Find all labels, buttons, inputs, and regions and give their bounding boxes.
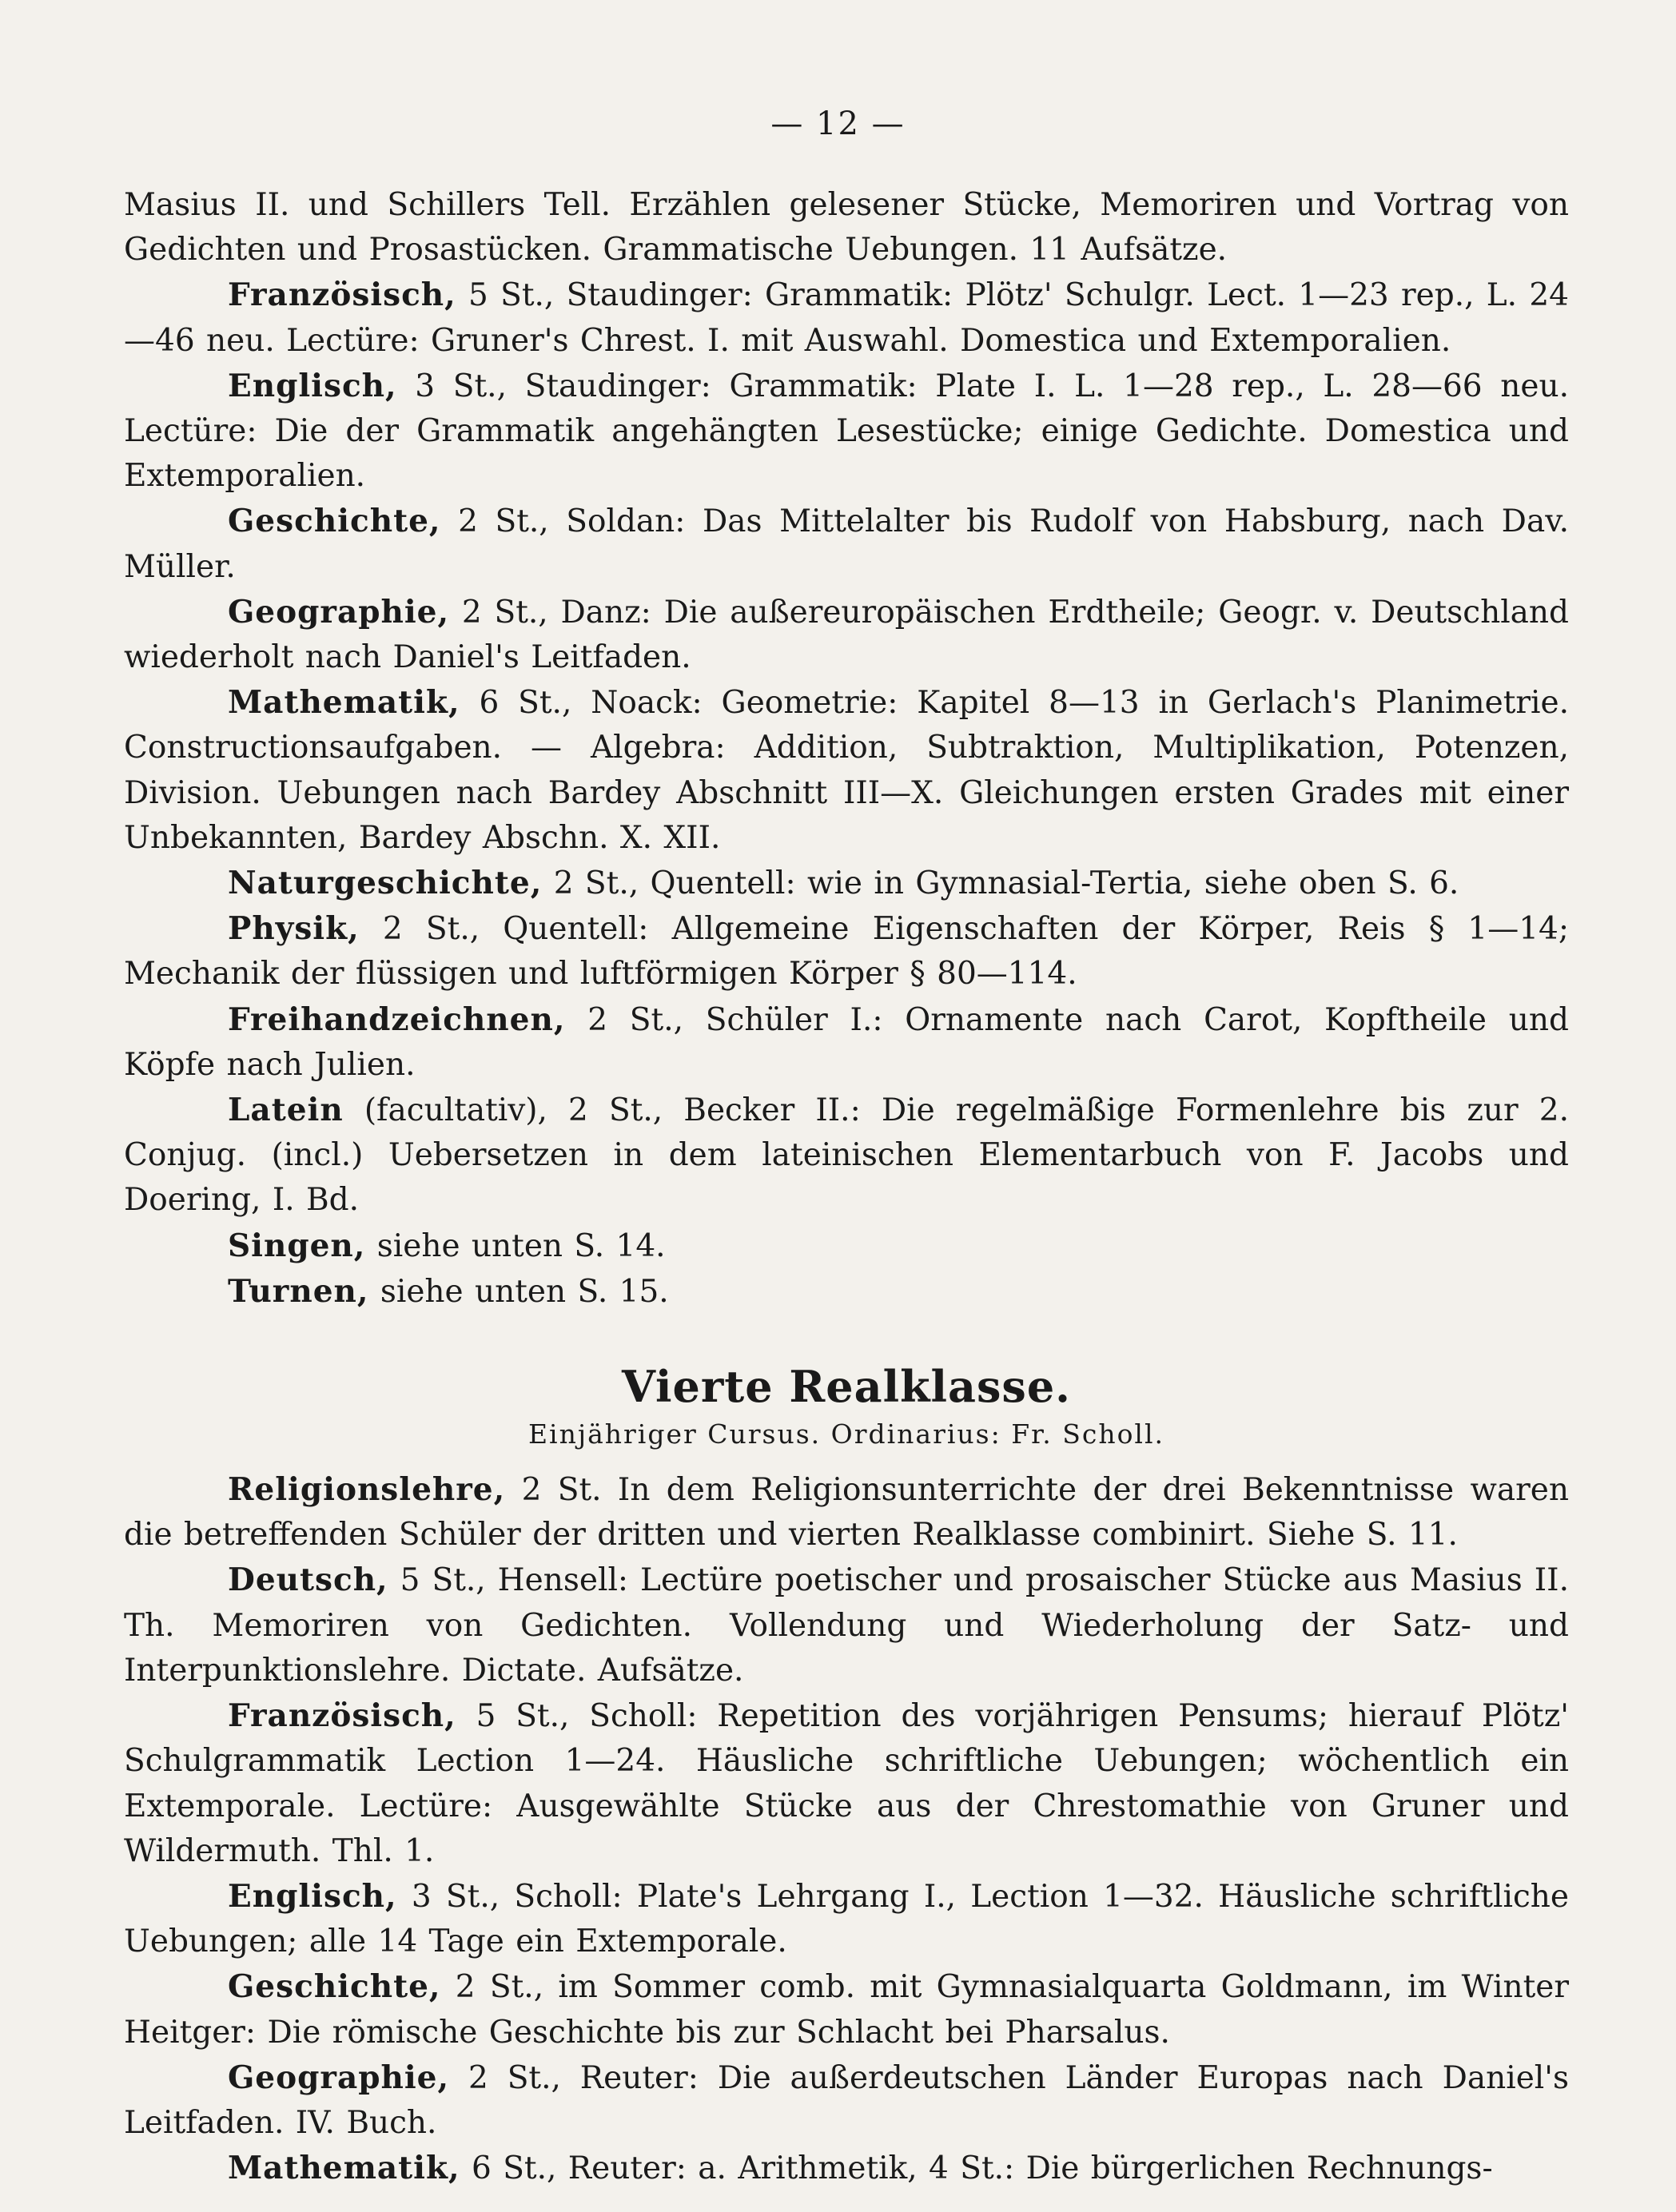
subject-heading: Mathematik, bbox=[228, 2150, 460, 2187]
paragraph bbox=[124, 2146, 1569, 2191]
subject-heading: Englisch, bbox=[228, 1877, 397, 1915]
subject-heading: Geographie, bbox=[228, 593, 450, 631]
paragraph bbox=[124, 1874, 1569, 1964]
subject-heading: Singen, bbox=[228, 1227, 366, 1264]
paragraph bbox=[124, 1693, 1569, 1874]
paragraph-text: 2 St., Quentell: wie in Gymnasial-Tertia, siehe oben S. 6. bbox=[553, 865, 1459, 902]
upper-section bbox=[124, 182, 1569, 1315]
subject-heading: Geschichte, bbox=[228, 1968, 441, 2006]
subject-heading: Mathematik, bbox=[228, 684, 460, 722]
paragraph-text: 5 St., Hensell: Lectüre poetischer und prosaischer Stücke aus Masius II. Th. Memoriren von Gedichten. Vollendung und Wiederholung der Satz- und Interpunktionslehre. Dictate. Aufsätze. bbox=[124, 1562, 1569, 1689]
paragraph-text: 2 St., im Sommer comb. mit Gymnasialquarta Goldmann, im Winter Heitger: Die römische Geschichte bis zur Schlacht bei Pharsalus. bbox=[124, 1969, 1569, 2051]
paragraph bbox=[124, 182, 1569, 273]
paragraph-text: 2 St., Quentell: Allgemeine Eigenschaften der Körper, Reis § 1—14; Mechanik der flüssigen und luftförmigen Körper § 80—114. bbox=[124, 911, 1569, 993]
paragraph bbox=[124, 906, 1569, 997]
subject-heading: Geschichte, bbox=[228, 503, 441, 540]
paragraph-text: 2 St., Danz: Die außereuropäischen Erdtheile; Geogr. v. Deutschland wiederholt nach Daniel's Leitfaden. bbox=[124, 594, 1569, 676]
paragraph-text: siehe unten S. 15. bbox=[380, 1273, 669, 1310]
paragraph-text: siehe unten S. 14. bbox=[376, 1227, 666, 1264]
subject-heading: Deutsch, bbox=[228, 1562, 388, 1599]
paragraph bbox=[124, 1558, 1569, 1693]
paragraph-text: 6 St., Noack: Geometrie: Kapitel 8—13 in Gerlach's Planimetrie. Constructionsaufgaben. — Algebra: Addition, Subtraktion, Multiplikation, Potenzen, Division. Uebungen nach Bardey Abschnitt III—X. Gleichungen ersten Grades mit einer Unbekannten, Bardey Abschn. X. XII. bbox=[124, 685, 1569, 856]
subject-heading: Physik, bbox=[228, 910, 360, 948]
paragraph-text: Masius II. und Schillers Tell. Erzählen gelesener Stücke, Memoriren und Vortrag von Gedichten und Prosastücken. Grammatische Uebungen. 11 Aufsätze. bbox=[124, 187, 1569, 269]
paragraph bbox=[124, 273, 1569, 363]
paragraph bbox=[124, 861, 1569, 906]
paragraph-text: 3 St., Staudinger: Grammatik: Plate I. L. 1—28 rep., L. 28—66 neu. Lectüre: Die der Grammatik angehängten Lesestücke; einige Gedichte. Domestica und Extemporalien. bbox=[124, 368, 1569, 495]
subject-heading: Turnen, bbox=[228, 1272, 369, 1310]
section-subtitle: Einjähriger Cursus. Ordinarius: Fr. Scholl. bbox=[527, 1418, 1165, 1450]
paragraph bbox=[124, 499, 1569, 589]
paragraph bbox=[124, 1223, 1569, 1269]
subject-heading: Französisch, bbox=[228, 1697, 456, 1735]
subject-heading: Französisch, bbox=[228, 276, 456, 314]
paragraph bbox=[124, 1269, 1569, 1315]
paragraph-text: (facultativ), 2 St., Becker II.: Die regelmäßige Formenlehre bis zur 2. Conjug. (incl.) Uebersetzen in dem lateinischen Elementarbuch von F. Jacobs und Doering, I. Bd. bbox=[124, 1092, 1569, 1219]
paragraph bbox=[124, 680, 1569, 861]
subject-heading: Latein bbox=[228, 1092, 344, 1129]
lower-section bbox=[124, 1467, 1569, 2191]
page-body bbox=[124, 182, 1569, 2191]
subject-heading: Geographie, bbox=[228, 2059, 450, 2096]
paragraph bbox=[124, 1088, 1569, 1223]
paragraph bbox=[124, 364, 1569, 499]
subject-heading: Naturgeschichte, bbox=[228, 865, 543, 902]
paragraph-text: 5 St., Scholl: Repetition des vorjährigen Pensums; hierauf Plötz' Schulgrammatik Lection 1—24. Häusliche schriftliche Uebungen; wöchentlich ein Extemporale. Lectüre: Ausgewählte Stücke aus der Chrestomathie von Gruner und Wildermuth. Thl. 1. bbox=[124, 1698, 1569, 1869]
subject-heading: Freihandzeichnen, bbox=[228, 1001, 566, 1038]
paragraph-text: 5 St., Staudinger: Grammatik: Plötz' Schulgr. Lect. 1—23 rep., L. 24—46 neu. Lectüre: Gruner's Chrest. I. mit Auswahl. Domestica und Extemporalien. bbox=[124, 277, 1569, 359]
paragraph-text: 2 St. In dem Religionsunterrichte der drei Bekenntnisse waren die betreffenden Schüler der dritten und vierten Realklasse combinirt. Siehe S. 11. bbox=[124, 1472, 1569, 1554]
paragraph-text: 6 St., Reuter: a. Arithmetik, 4 St.: Die bürgerlichen Rechnungs- bbox=[472, 2150, 1493, 2187]
paragraph-text: 2 St., Schüler I.: Ornamente nach Carot, Kopftheile und Köpfe nach Julien. bbox=[124, 1001, 1570, 1083]
section-title: Vierte Realklasse. bbox=[622, 1361, 1071, 1413]
paragraph-text: 2 St., Soldan: Das Mittelalter bis Rudolf von Habsburg, nach Dav. Müller. bbox=[124, 503, 1569, 585]
paragraph bbox=[124, 997, 1569, 1088]
paragraph-text: 2 St., Reuter: Die außerdeutschen Länder Europas nach Daniel's Leitfaden. IV. Buch. bbox=[124, 2059, 1569, 2141]
paragraph bbox=[124, 1964, 1569, 2055]
page-number: — 12 — bbox=[770, 105, 906, 142]
subject-heading: Englisch, bbox=[228, 367, 397, 404]
subject-heading: Religionslehre, bbox=[228, 1471, 506, 1509]
paragraph-text: 3 St., Scholl: Plate's Lehrgang I., Lection 1—32. Häusliche schriftliche Uebungen; alle 14 Tage ein Extemporale. bbox=[124, 1878, 1569, 1960]
paragraph bbox=[124, 2055, 1569, 2146]
paragraph bbox=[124, 1467, 1569, 1558]
paragraph bbox=[124, 590, 1569, 680]
